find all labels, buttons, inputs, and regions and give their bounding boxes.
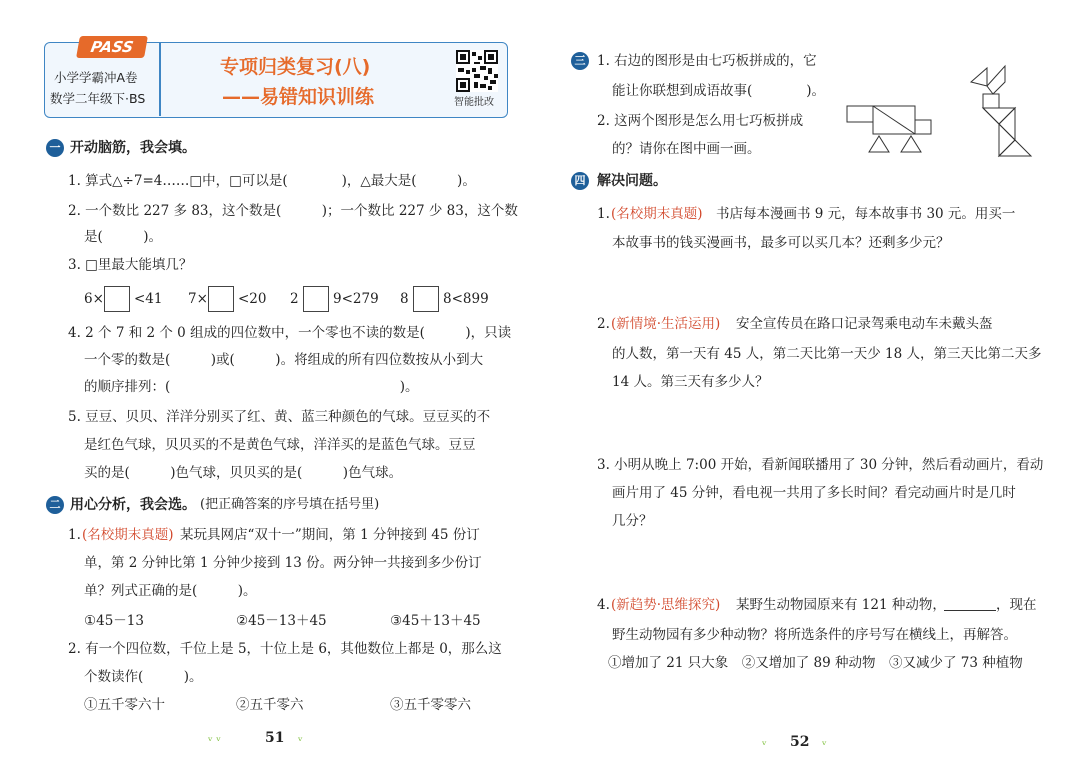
s1-q4-line1: 4. 2 个 7 和 2 个 0 组成的四位数中，一个零也不读的数是( )，只读 bbox=[68, 325, 512, 341]
s4-q2-line3: 14 人。第三天有多少人？ bbox=[612, 374, 769, 390]
s1-q3-item2-pre: 7× bbox=[188, 291, 208, 307]
s1-q3-item3-post: 9<279 bbox=[333, 291, 379, 307]
s4-q2-line1: 安全宣传员在路口记录驾乘电动车未戴头盔 bbox=[736, 316, 993, 332]
s1-q3: 3. □里最大能填几？ bbox=[68, 257, 193, 273]
s4-q2-tag: (新情境·生活运用) bbox=[611, 316, 721, 332]
s2-q1-line2: 单，第 2 分钟比第 1 分钟少接到 13 份。两分钟一共接到多少份订 bbox=[84, 555, 482, 571]
s3-q2-line2: 的？请你在图中画一画。 bbox=[612, 141, 761, 157]
s2-q2-line2: 个数读作( )。 bbox=[84, 669, 203, 685]
section-2-note: (把正确答案的序号填在括号里) bbox=[200, 497, 380, 512]
s4-q4-line2: 野生动物园有多少种动物？将所选条件的序号写在横线上，再解答。 bbox=[612, 627, 1017, 643]
section-4-title: 解决问题。 bbox=[597, 173, 667, 189]
s2-q2-line1: 2. 有一个四位数，千位上是 5，十位上是 6，其他数位上都是 0，那么这 bbox=[68, 641, 502, 657]
s1-q3-answer-box-3[interactable] bbox=[303, 286, 329, 312]
s4-q1-tag: (名校期末真题) bbox=[611, 206, 703, 222]
s4-q3-line1: 3. 小明从晚上 7:00 开始，看新闻联播用了 30 分钟，然后看动画片，看动 bbox=[597, 457, 1044, 473]
page-number-right: 52 bbox=[790, 734, 810, 750]
sprout-decoration-icon: ᵥ bbox=[822, 734, 827, 748]
s4-q3-line2: 画片用了 45 分钟，看电视一共用了多长时间？看完动画片时是几时 bbox=[612, 485, 1016, 501]
s1-q4-line3: 的顺序排列：( )。 bbox=[84, 379, 419, 395]
s2-q1-tag: (名校期末真题) bbox=[82, 527, 174, 543]
section-1-number: 一 bbox=[46, 139, 64, 157]
s2-q1-line1: 某玩具网店“双十一”期间，第 1 分钟接到 45 份订 bbox=[180, 527, 480, 543]
sprout-decoration-icon: ᵥ bbox=[762, 734, 767, 748]
s1-q5-line2: 是红色气球，贝贝买的不是黄色气球，洋洋买的是蓝色气球。豆豆 bbox=[84, 437, 476, 453]
s1-q2-line1: 2. 一个数比 227 多 83，这个数是( )；一个数比 227 少 83，这个数 bbox=[68, 203, 518, 219]
s4-q3-line3: 几分？ bbox=[612, 513, 653, 529]
s2-q1-option-1[interactable]: ①45－13 bbox=[84, 613, 144, 629]
s4-q4-line1-end: ，现在 bbox=[996, 597, 1037, 613]
s3-q1-line1: 1. 右边的图形是由七巧板拼成的，它 bbox=[597, 53, 817, 69]
s1-q3-item1-post: <41 bbox=[134, 291, 163, 307]
s4-q4-line3: ①增加了 21 只大象 ②又增加了 89 种动物 ③又减少了 73 种植物 bbox=[608, 655, 1023, 671]
section-2-title: 用心分析，我会选。 bbox=[70, 497, 196, 513]
sprout-decoration-icon: ᵥ ᵥ bbox=[208, 730, 221, 744]
s2-q1-line3: 单？列式正确的是( )。 bbox=[84, 583, 257, 599]
s4-q4-fill-blank[interactable] bbox=[944, 610, 996, 611]
s1-q5-line1: 5. 豆豆、贝贝、洋洋分别买了红、黄、蓝三种颜色的气球。豆豆买的不 bbox=[68, 409, 491, 425]
s2-q2-option-1[interactable]: ①五千零六十 bbox=[84, 697, 165, 713]
s2-q1-number: 1. bbox=[68, 527, 81, 543]
s1-q3-answer-box-4[interactable] bbox=[413, 286, 439, 312]
s1-q2-line2: 是( )。 bbox=[84, 229, 163, 245]
series-name: 小学学霸冲A卷 bbox=[54, 70, 138, 85]
section-1-title: 开动脑筋，我会填。 bbox=[70, 140, 196, 156]
s4-q1-line1: 书店每本漫画书 9 元，每本故事书 30 元。用买一 bbox=[716, 206, 1016, 222]
s1-q3-answer-box-2[interactable] bbox=[208, 286, 234, 312]
s1-q4-line2: 一个零的数是( )或( )。将组成的所有四位数按从小到大 bbox=[84, 352, 484, 368]
qr-caption: 智能批改 bbox=[454, 97, 494, 108]
page-title: 专项归类复习(八) bbox=[220, 56, 371, 78]
s2-q2-option-2[interactable]: ②五千零六 bbox=[236, 697, 304, 713]
header-divider bbox=[159, 42, 161, 116]
s1-q1: 1. 算式△÷7=4……□中，□可以是( )，△最大是( )。 bbox=[68, 173, 476, 189]
tangram-tortoise-figure[interactable] bbox=[845, 102, 935, 154]
sprout-decoration-icon: ᵥ bbox=[298, 730, 303, 744]
brand-logo: PASS bbox=[76, 36, 148, 58]
s4-q4-line1: 某野生动物园原来有 121 种动物， bbox=[736, 597, 946, 613]
s4-q4-number: 4. bbox=[597, 597, 610, 613]
grade-label: 数学二年级下·BS bbox=[50, 91, 146, 106]
s4-q2-number: 2. bbox=[597, 316, 610, 332]
s4-q1-number: 1. bbox=[597, 206, 610, 222]
s2-q2-option-3[interactable]: ③五千零零六 bbox=[390, 697, 471, 713]
s4-q4-tag: (新趋势·思维探究) bbox=[611, 597, 721, 613]
page-subtitle: ——易错知识训练 bbox=[222, 86, 375, 108]
s1-q5-line3: 买的是( )色气球，贝贝买的是( )色气球。 bbox=[84, 465, 403, 481]
section-2-number: 二 bbox=[46, 496, 64, 514]
qr-code-icon[interactable] bbox=[456, 50, 498, 92]
section-3-number: 三 bbox=[571, 52, 589, 70]
tangram-rabbit-figure[interactable] bbox=[965, 64, 1037, 160]
s1-q3-item4-post: 8<899 bbox=[443, 291, 489, 307]
s1-q3-item4-pre: 8 bbox=[400, 291, 409, 307]
s1-q3-item1-pre: 6× bbox=[84, 291, 104, 307]
s1-q3-item2-post: <20 bbox=[238, 291, 267, 307]
s3-q1-line2: 能让你联想到成语故事( )。 bbox=[612, 83, 826, 99]
s2-q1-option-2[interactable]: ②45－13＋45 bbox=[236, 613, 327, 629]
s1-q3-answer-box-1[interactable] bbox=[104, 286, 130, 312]
s4-q1-line2: 本故事书的钱买漫画书，最多可以买几本？还剩多少元？ bbox=[612, 235, 950, 251]
s4-q2-line2: 的人数，第一天有 45 人，第二天比第一天少 18 人，第三天比第二天多 bbox=[612, 346, 1042, 362]
s3-q2-line1: 2. 这两个图形是怎么用七巧板拼成 bbox=[597, 113, 804, 129]
s1-q3-item3-pre: 2 bbox=[290, 291, 299, 307]
section-4-number: 四 bbox=[571, 172, 589, 190]
page-number-left: 51 bbox=[265, 730, 285, 746]
s2-q1-option-3[interactable]: ③45＋13＋45 bbox=[390, 613, 481, 629]
